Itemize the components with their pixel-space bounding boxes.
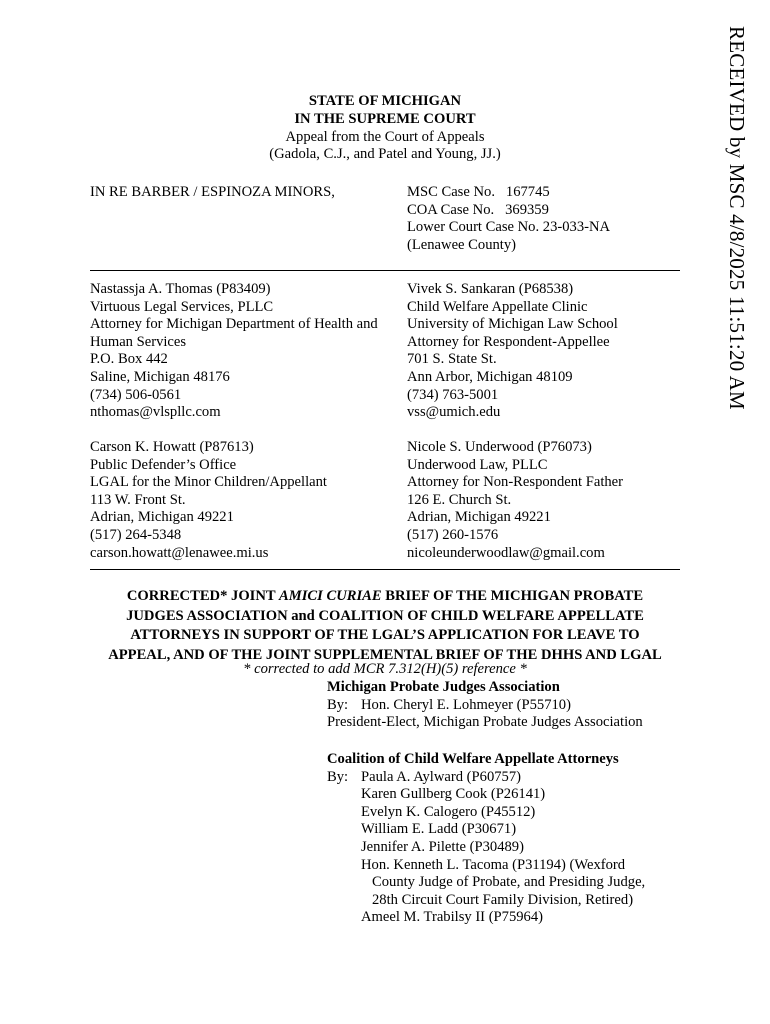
attorney-line: Attorney for Respondent-Appellee	[407, 333, 610, 350]
msc-case-number: MSC Case No. 167745	[407, 184, 550, 200]
coalition-member: Ameel M. Trabilsy II (P75964)	[361, 909, 544, 926]
attorney-line: Human Services	[90, 333, 187, 350]
by-label: By:	[327, 768, 349, 785]
attorney-line: Carson K. Howatt (P87613)	[90, 439, 254, 455]
coalition-member: Jennifer A. Pilette (P30489)	[361, 838, 524, 855]
attorney-underwood	[407, 439, 692, 562]
court-caption	[90, 93, 680, 164]
attorney-line: Attorney for Michigan Department of Health and	[90, 316, 378, 333]
attorney-line: University of Michigan Law School	[407, 316, 618, 333]
attorney-email: nthomas@vlspllc.com	[90, 404, 221, 421]
coalition-heading: Coalition of Child Welfare Appellate Attorneys	[327, 751, 619, 767]
attorney-line: Saline, Michigan 48176	[90, 368, 230, 385]
coa-case-number: COA Case No. 369359	[407, 201, 549, 218]
coalition-member	[327, 769, 645, 787]
attorney-line: 701 S. State St.	[407, 351, 497, 368]
title-part: BRIEF OF THE MICHIGAN PROBATE	[381, 588, 644, 604]
probate-heading: Michigan Probate Judges Association	[327, 679, 560, 695]
attorney-sankaran	[407, 281, 692, 422]
brief-title-line-3: ATTORNEYS IN SUPPORT OF THE LGAL’S APPLICATION FOR LEAVE TO	[130, 627, 640, 644]
attorney-line: Underwood Law, PLLC	[407, 456, 548, 473]
attorney-line: 126 E. Church St.	[407, 491, 512, 508]
county: (Lenawee County)	[407, 236, 517, 253]
attorney-line: P.O. Box 442	[90, 351, 168, 368]
coalition-member-continued: County Judge of Probate, and Presiding Judge,	[372, 874, 646, 891]
state-heading: STATE OF MICHIGAN	[308, 93, 462, 109]
attorney-email: nicoleunderwoodlaw@gmail.com	[407, 544, 605, 561]
coalition-member-continued: 28th Circuit Court Family Division, Retired)	[372, 891, 634, 908]
coalition-member: Evelyn K. Calogero (P45512)	[361, 803, 536, 820]
attorney-line: (734) 506-0561	[90, 386, 182, 403]
brief-title	[80, 587, 690, 665]
attorney-line: Nicole S. Underwood (P76073)	[407, 439, 592, 455]
attorney-line: (517) 264-5348	[90, 526, 182, 543]
coalition-member: Karen Gullberg Cook (P26141)	[361, 786, 546, 803]
attorney-line: Child Welfare Appellate Clinic	[407, 298, 588, 315]
probate-signature-block	[327, 679, 643, 732]
attorney-line: Attorney for Non-Respondent Father	[407, 474, 624, 491]
case-numbers	[407, 184, 692, 254]
received-stamp	[713, 26, 753, 410]
attorney-email: carson.howatt@lenawee.mi.us	[90, 544, 269, 561]
attorney-line: Virtuous Legal Services, PLLC	[90, 298, 274, 315]
attorney-line: 113 W. Front St.	[90, 491, 186, 508]
brief-title-line-2: JUDGES ASSOCIATION and COALITION OF CHILD WELFARE APPELLATE	[126, 607, 644, 624]
divider-bottom	[90, 569, 680, 570]
signer-name: Hon. Cheryl E. Lohmeyer (P55710)	[361, 696, 571, 713]
brief-title-line-1	[80, 587, 690, 607]
coalition-member: William E. Ladd (P30671)	[361, 821, 517, 838]
attorney-line: (734) 763-5001	[407, 386, 499, 403]
attorney-howatt	[90, 439, 395, 562]
attorney-thomas	[90, 281, 395, 422]
attorney-line: Ann Arbor, Michigan 48109	[407, 368, 573, 385]
attorney-email: vss@umich.edu	[407, 404, 501, 421]
panel-judges: (Gadola, C.J., and Patel and Young, JJ.)	[269, 146, 501, 163]
court-heading: IN THE SUPREME COURT	[294, 110, 476, 127]
divider-top	[90, 270, 680, 271]
received-stamp-text: RECEIVED by MSC 4/8/2025 11:51:20 AM	[725, 26, 749, 410]
member-name: Paula A. Aylward (P60757)	[361, 768, 521, 785]
by-label: By:	[327, 696, 349, 713]
probate-signer	[327, 697, 643, 715]
correction-note: * corrected to add MCR 7.312(H)(5) reference *	[243, 661, 527, 677]
case-name: IN RE BARBER / ESPINOZA MINORS,	[90, 184, 335, 200]
brief-title-line-4: APPEAL, AND OF THE JOINT SUPPLEMENTAL BRIEF OF THE DHHS AND LGAL	[108, 646, 662, 663]
attorney-line: Adrian, Michigan 49221	[407, 509, 551, 526]
attorney-line: Public Defender’s Office	[90, 456, 237, 473]
appeal-origin: Appeal from the Court of Appeals	[285, 128, 485, 145]
attorney-line: Adrian, Michigan 49221	[90, 509, 234, 526]
attorney-line: LGAL for the Minor Children/Appellant	[90, 474, 327, 491]
coalition-signature-block	[327, 751, 645, 927]
title-italic-part: AMICI CURIAE	[279, 588, 382, 604]
title-part: CORRECTED* JOINT	[126, 588, 280, 604]
probate-role: President-Elect, Michigan Probate Judges Association	[327, 714, 643, 731]
attorney-line: (517) 260-1576	[407, 526, 499, 543]
attorney-line: Nastassja A. Thomas (P83409)	[90, 281, 271, 297]
lower-court-case-number: Lower Court Case No. 23-033-NA	[407, 219, 611, 236]
attorney-line: Vivek S. Sankaran (P68538)	[407, 281, 574, 297]
coalition-member: Hon. Kenneth L. Tacoma (P31194) (Wexford	[361, 856, 626, 873]
